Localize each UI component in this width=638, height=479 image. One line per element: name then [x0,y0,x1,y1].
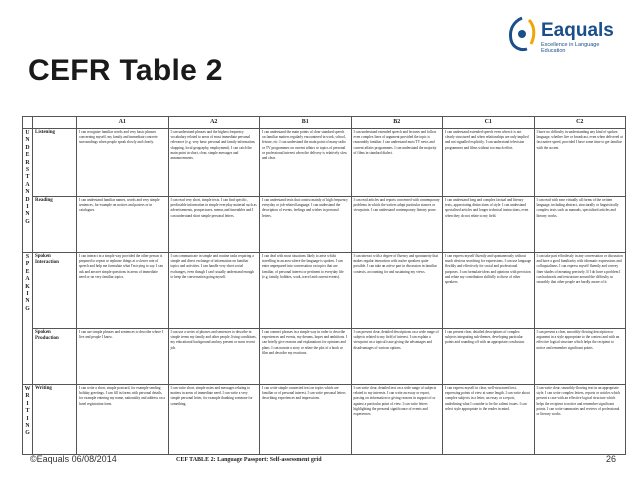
descriptor-cell: I can connect phrases in a simple way in order to describe experiences and events, my dreams, hopes and ambitions. I can briefly give reasons and explanations for opinions and plans. I can narrate a story or relate the plot of a book or film and describe my reactions. [260,329,352,385]
descriptor-cell: I can interact with a degree of fluency and spontaneity that makes regular interaction with native speakers quite possible. I can take an active part in discussion in familiar contexts, accounting for and sustaining my views. [351,253,443,329]
skill-label: Spoken Interaction [33,253,77,329]
level-c2: C2 [534,117,626,129]
descriptor-cell: I can read with ease virtually all forms of the written language, including abstract, structurally or linguistically complex texts such as manuals, specialised articles and literary works. [534,197,626,253]
category-speaking [23,253,33,385]
descriptor-cell: I can understand phrases and the highest frequency vocabulary related to areas of most immediate personal relevance (e.g. very basic personal and family information, shopping, local geography, employment). I can catch the main point in short, clear, simple messages and announcements. [168,129,260,197]
table-row [23,385,626,455]
descriptor-cell: I can understand extended speech and lectures and follow even complex lines of argument provided the topic is reasonably familiar. I can understand most TV news and current affairs programmes. I can understand the majority of films in standard dialect. [351,129,443,197]
descriptor-cell: I can read very short, simple texts. I can find specific, predictable information in simple everyday material such as advertisements, prospectuses, menus and timetables and I can understand short simple personal letters. [168,197,260,253]
descriptor-cell: I can deal with most situations likely to arise whilst travelling in an area where the language is spoken. I can enter unprepared into conversation on topics that are familiar, of personal interest or pertinent to everyday life (e.g. family, hobbies, work, travel and current events). [260,253,352,329]
category-understanding [23,129,33,253]
descriptor-cell: I can understand familiar names, words and very simple sentences, for example on notices and posters or in catalogues. [77,197,169,253]
descriptor-cell: I can write a short, simple postcard, for example sending holiday greetings. I can fill in forms with personal details, for example entering my name, nationality and address on a hotel registration form. [77,385,169,455]
table-row [23,197,626,253]
descriptor-cell: I can understand texts that consist mainly of high frequency everyday or job-related language. I can understand the description of events, feelings and wishes in personal letters. [260,197,352,253]
logo-name: Eaquals [541,20,614,41]
skill-label: Writing [33,385,77,455]
eaquals-logo-icon [507,16,537,52]
skill-label: Listening [33,129,77,197]
descriptor-cell: I can understand the main points of clear standard speech on familiar matters regularly encountered in work, school, leisure, etc. I can understand the main point of many radio or TV programmes on current affairs or topics of personal or professional interest when the delivery is relatively slow and clear. [260,129,352,197]
descriptor-cell: I can express myself fluently and spontaneously without much obvious searching for expressions. I can use language flexibly and effectively for social and professional purposes. I can formulate ideas and opinions with precision and relate my contribution skilfully to those of other speakers. [443,253,535,329]
descriptor-cell: I can take part effortlessly in any conversation or discussion and have a good familiarity with idiomatic expressions and colloquialisms. I can express myself fluently and convey finer shades of meaning precisely. If I do have a problem I can backtrack and restructure around the difficulty so smoothly that other people are hardly aware of it. [534,253,626,329]
category-label: S P E A K I N G [25,254,30,312]
descriptor-cell: I can understand long and complex factual and literary texts, appreciating distinctions of style. I can understand specialised articles and longer technical instructions, even when they do not relate to my field. [443,197,535,253]
descriptor-cell: I can use simple phrases and sentences to describe where I live and people I know. [77,329,169,385]
descriptor-cell: I can write short, simple notes and messages relating to matters in areas of immediate need. I can write a very simple personal letter, for example thanking someone for something. [168,385,260,455]
slide-title: CEFR Table 2 [28,54,223,87]
table-row [23,329,626,385]
descriptor-cell: I can interact in a simple way provided the other person is prepared to repeat or rephrase things at a slower rate of speech and help me formulate what I'm trying to say. I can ask and answer simple questions in areas of immediate need or on very familiar topics. [77,253,169,329]
table-row [23,253,626,329]
corner-cell [23,117,33,129]
skill-label: Reading [33,197,77,253]
page-number: 26 [606,454,617,464]
descriptor-cell: I can recognise familiar words and very basic phrases concerning myself, my family and immediate concrete surroundings when people speak slowly and clearly. [77,129,169,197]
descriptor-cell: I can understand extended speech even when it is not clearly structured and when relationships are only implied and not signalled explicitly. I can understand television programmes and films without too much effort. [443,129,535,197]
descriptor-cell: I can read articles and reports concerned with contemporary problems in which the writers adopt particular stances or viewpoints. I can understand contemporary literary prose. [351,197,443,253]
descriptor-cell: I can write clear, smoothly-flowing text in an appropriate style. I can write complex letters, reports or articles which present a case with an effective logical structure which helps the recipient to notice and remember significant points. I can write summaries and reviews of professional or literary works. [534,385,626,455]
logo-tagline: Excellence in Language Education [541,42,600,54]
descriptor-cell: I can present a clear, smoothly-flowing description or argument in a style appropriate to the context and with an effective logical structure which helps the recipient to notice and remember significant points. [534,329,626,385]
descriptor-cell: I can write simple connected text on topics which are familiar or of personal interest. I can write personal letters describing experiences and impressions. [260,385,352,455]
category-writing [23,385,33,455]
descriptor-cell: I can communicate in simple and routine tasks requiring a simple and direct exchange of information on familiar topics and activities. I can handle very short social exchanges, even though I can't usually understand enough to keep the conversation going myself. [168,253,260,329]
descriptor-cell: I can present clear, detailed descriptions on a wide range of subjects related to my field of interest. I can explain a viewpoint on a topical issue giving the advantages and disadvantages of various options. [351,329,443,385]
level-b2: B2 [351,117,443,129]
corner-cell [33,117,77,129]
descriptor-cell: I can write clear, detailed text on a wide range of subjects related to my interests. I can write an essay or report, passing on information or giving reasons in support of or against a particular point of view. I can write letters highlighting the personal significance of events and experiences. [351,385,443,455]
footer-copyright: ©Eaquals 06/08/2014 [30,454,117,464]
category-label: U N D E R S T A N D I N G [25,130,30,225]
cefr-grid [22,116,626,455]
descriptor-cell: I can express myself in clear, well-structured text, expressing points of view at some length. I can write about complex subjects in a letter, an essay or a report, underlining what I consider to be the salient issues. I can select style appropriate to the reader in mind. [443,385,535,455]
footer-caption: CEF TABLE 2: Language Passport: Self-assessment grid [176,457,322,463]
descriptor-cell: I can use a series of phrases and sentences to describe in simple terms my family and other people, living conditions, my educational background and my present or most recent job. [168,329,260,385]
level-a2: A2 [168,117,260,129]
level-header-row [23,117,626,129]
descriptor-cell: I have no difficulty in understanding any kind of spoken language, whether live or broadcast, even when delivered at fast native speed, provided I have some time to get familiar with the accent. [534,129,626,197]
level-a1: A1 [77,117,169,129]
skill-label: Spoken Production [33,329,77,385]
table-row [23,129,626,197]
category-label: W R I T I N G [24,386,31,437]
level-c1: C1 [443,117,535,129]
level-b1: B1 [260,117,352,129]
descriptor-cell: I can present clear, detailed descriptions of complex subjects integrating sub-themes, developing particular points and rounding off with an appropriate conclusion. [443,329,535,385]
